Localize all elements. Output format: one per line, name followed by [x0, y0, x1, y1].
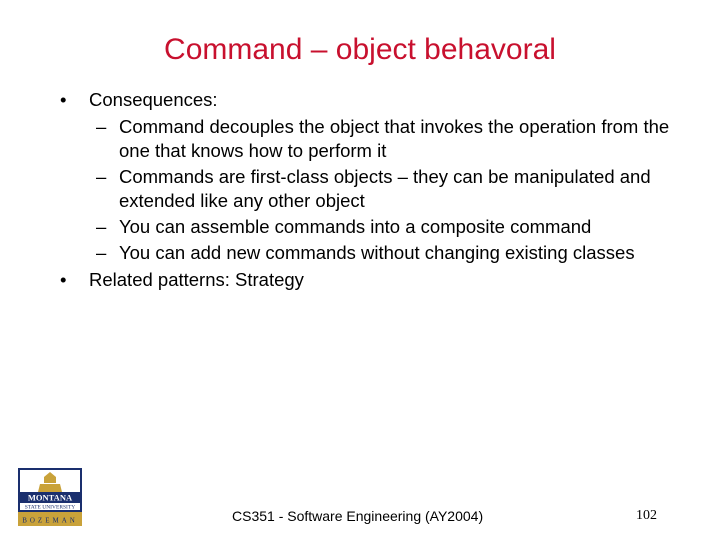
svg-text:STATE UNIVERSITY: STATE UNIVERSITY [24, 504, 76, 511]
dash-marker: – [96, 242, 107, 263]
sub-bullet-item [60, 165, 680, 213]
page-number: 102 [636, 508, 657, 523]
university-logo [18, 468, 82, 526]
slide-footer: CS351 - Software Engineering (AY2004) [232, 508, 484, 524]
msu-shield-icon [18, 468, 82, 526]
sub-bullet-list [60, 115, 680, 265]
dash-marker: – [96, 216, 107, 237]
svg-text:MONTANA: MONTANA [27, 492, 73, 503]
dash-marker: – [96, 166, 107, 187]
bullet-text: Consequences: [89, 89, 218, 110]
sub-bullet-text: You can add new commands without changing existing classes [119, 242, 635, 263]
bullet-list [60, 88, 680, 292]
sub-bullet-item [60, 215, 680, 239]
dash-marker: – [96, 116, 107, 137]
bullet-text: Related patterns: Strategy [89, 269, 304, 290]
sub-bullet-text: Command decouples the object that invokes the operation from the one that knows how to perform it [119, 116, 670, 161]
bullet-item [60, 88, 680, 112]
sub-bullet-item [60, 115, 680, 163]
sub-bullet-item [60, 241, 680, 265]
slide-title: Command – object behavoral [164, 33, 556, 66]
sub-bullet-text: You can assemble commands into a composite command [119, 216, 592, 237]
bullet-marker: • [60, 89, 67, 110]
bullet-item [60, 268, 680, 292]
sub-bullet-text: Commands are first-class objects – they can be manipulated and extended like any other object [119, 166, 651, 211]
bullet-marker: • [60, 269, 67, 290]
svg-text:BOZEMAN: BOZEMAN [22, 516, 78, 525]
